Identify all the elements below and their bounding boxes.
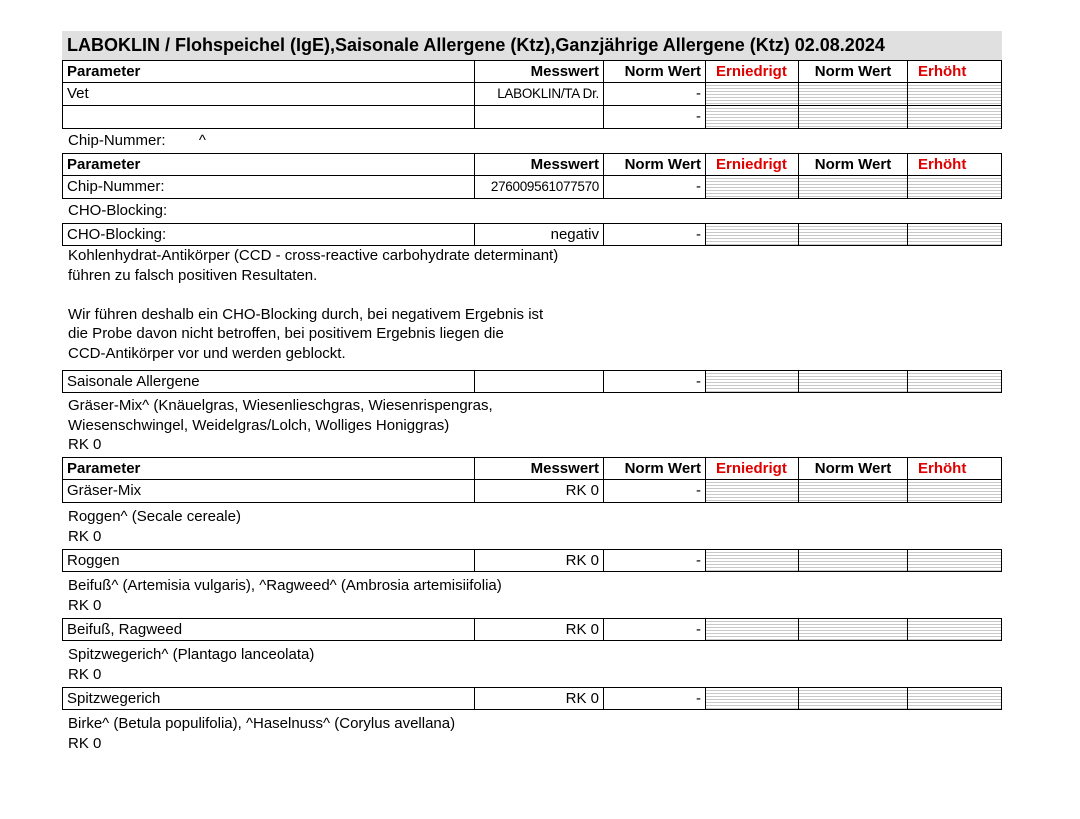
erhoeht-bar: [908, 619, 1001, 640]
table-header: [62, 153, 1002, 176]
header-erhoeht: Erhöht: [918, 156, 967, 173]
cho-section-label: CHO-Blocking:: [68, 202, 168, 219]
row-norm: -: [604, 224, 706, 245]
header-messwert: Messwert: [475, 154, 604, 175]
row-value: RK 0: [475, 480, 604, 502]
norm-bar: [799, 176, 908, 198]
row-norm: -: [604, 688, 706, 709]
table-header: [62, 457, 1002, 480]
header-norm-wert-2: Norm Wert: [799, 154, 908, 175]
row-value: [475, 371, 604, 392]
table-header: [62, 60, 1002, 83]
row-label: CHO-Blocking:: [63, 224, 475, 245]
row-label: Beifuß, Ragweed: [63, 619, 475, 640]
row-value: negativ: [475, 224, 604, 245]
norm-bar: [799, 619, 908, 640]
erniedrigt-bar: [706, 688, 799, 709]
norm-bar: [799, 550, 908, 571]
norm-bar: [799, 106, 908, 128]
erniedrigt-bar: [706, 619, 799, 640]
header-norm-wert: Norm Wert: [604, 458, 706, 479]
chip-section-label: Chip-Nummer: ^: [68, 132, 206, 149]
erhoeht-bar: [908, 106, 1001, 128]
row-label: Roggen: [63, 550, 475, 571]
header-erniedrigt: Erniedrigt: [706, 154, 799, 175]
row-label: [63, 106, 475, 128]
row-value: 276009561077570: [475, 176, 604, 198]
table-row: [62, 223, 1002, 246]
norm-bar: [799, 371, 908, 392]
erhoeht-bar: [908, 550, 1001, 571]
header-parameter: Parameter: [63, 458, 475, 479]
row-norm: -: [604, 550, 706, 571]
report-page: [62, 31, 1002, 756]
header-messwert: Messwert: [475, 61, 604, 82]
birke-description: Birke^ (Betula populifolia), ^Haselnuss^ (Corylus avellana) RK 0: [68, 715, 456, 752]
row-value: [475, 106, 604, 128]
row-value: RK 0: [475, 619, 604, 640]
norm-bar: [799, 83, 908, 105]
erhoeht-bar: [908, 83, 1001, 105]
header-norm-wert-2: Norm Wert: [799, 61, 908, 82]
row-norm: -: [604, 106, 706, 128]
erhoeht-bar: [908, 688, 1001, 709]
erhoeht-bar: [908, 480, 1001, 502]
row-value: LABOKLIN/TA Dr.: [475, 83, 604, 105]
row-label: Chip-Nummer:: [63, 176, 475, 198]
erhoeht-bar: [908, 176, 1001, 198]
erniedrigt-bar: [706, 224, 799, 245]
erniedrigt-bar: [706, 550, 799, 571]
header-erniedrigt: Erniedrigt: [706, 61, 799, 82]
norm-bar: [799, 224, 908, 245]
table-row: [62, 370, 1002, 393]
table-row: [62, 106, 1002, 129]
header-parameter: Parameter: [63, 154, 475, 175]
cho-explanation: Kohlenhydrat-Antikörper (CCD - cross-reactive carbohydrate determinant) führen zu falsch positiven Resultaten. Wir führen deshalb ein CHO-Blocking durch, bei negativem Ergebnis ist die Probe davon nicht betroffen, bei positivem Ergebnis liegen die CCD-Antikörper vor und werden geblockt.: [68, 247, 559, 362]
erniedrigt-bar: [706, 83, 799, 105]
table-row: [62, 618, 1002, 641]
graeser-description: Gräser-Mix^ (Knäuelgras, Wiesenlieschgras, Wiesenrispengras, Wiesenschwingel, Weidelgras/Lolch, Wolliges Honiggras) RK 0: [68, 397, 493, 453]
header-messwert: Messwert: [475, 458, 604, 479]
header-erniedrigt: Erniedrigt: [706, 458, 799, 479]
norm-bar: [799, 480, 908, 502]
erhoeht-bar: [908, 371, 1001, 392]
table-row: [62, 83, 1002, 106]
row-norm: -: [604, 480, 706, 502]
table-row: [62, 176, 1002, 199]
erniedrigt-bar: [706, 371, 799, 392]
header-norm-wert: Norm Wert: [604, 154, 706, 175]
header-norm-wert-2: Norm Wert: [799, 458, 908, 479]
row-label: Saisonale Allergene: [63, 371, 475, 392]
row-value: RK 0: [475, 550, 604, 571]
header-parameter: Parameter: [63, 61, 475, 82]
table-row: [62, 687, 1002, 710]
beifuss-description: Beifuß^ (Artemisia vulgaris), ^Ragweed^ (Ambrosia artemisiifolia) RK 0: [68, 577, 502, 614]
erniedrigt-bar: [706, 176, 799, 198]
row-norm: -: [604, 619, 706, 640]
header-erhoeht: Erhöht: [918, 460, 967, 477]
table-row: [62, 549, 1002, 572]
row-norm: -: [604, 176, 706, 198]
erniedrigt-bar: [706, 480, 799, 502]
row-label: Vet: [63, 83, 475, 105]
row-norm: -: [604, 371, 706, 392]
norm-bar: [799, 688, 908, 709]
row-label: Gräser-Mix: [63, 480, 475, 502]
spitzwegerich-description: Spitzwegerich^ (Plantago lanceolata) RK 0: [68, 646, 315, 683]
header-erhoeht: Erhöht: [918, 63, 967, 80]
report-title: LABOKLIN / Flohspeichel (IgE),Saisonale Allergene (Ktz),Ganzjährige Allergene (Ktz) 02.08.2024: [62, 31, 1002, 60]
erniedrigt-bar: [706, 106, 799, 128]
header-norm-wert: Norm Wert: [604, 61, 706, 82]
erhoeht-bar: [908, 224, 1001, 245]
table-row: [62, 480, 1002, 503]
roggen-description: Roggen^ (Secale cereale) RK 0: [68, 508, 241, 545]
row-label: Spitzwegerich: [63, 688, 475, 709]
row-value: RK 0: [475, 688, 604, 709]
row-norm: -: [604, 83, 706, 105]
